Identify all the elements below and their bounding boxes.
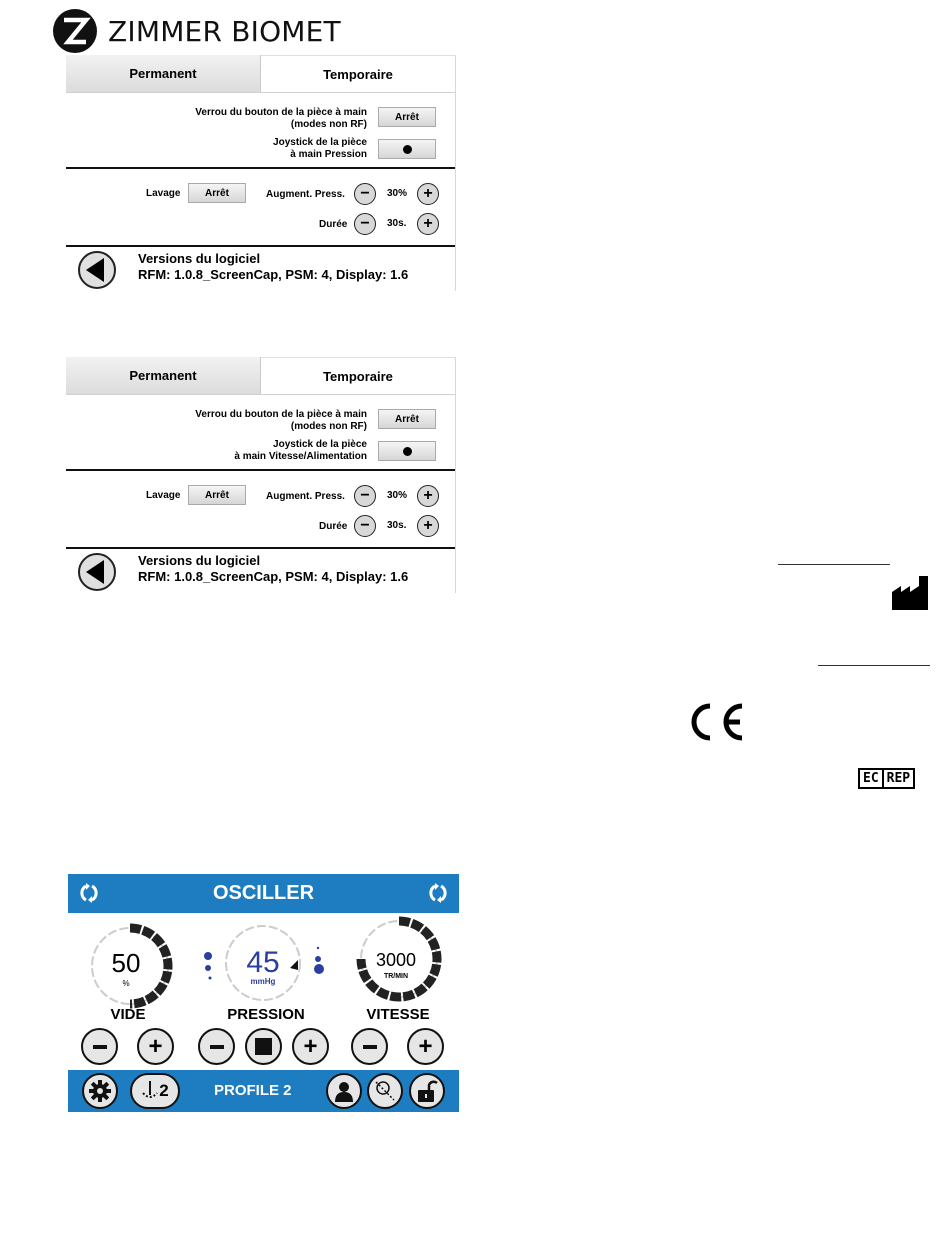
tab-temporary[interactable]: Temporaire: [261, 55, 455, 92]
back-arrow-icon[interactable]: [78, 553, 116, 591]
device-screen: [68, 874, 459, 1112]
vacuum-unit: %: [122, 979, 130, 988]
pressure-minus-button[interactable]: −: [354, 183, 376, 205]
divider-line: [818, 665, 930, 666]
tab-temporary[interactable]: Temporaire: [261, 357, 455, 394]
pressure-label: PRESSION: [227, 1006, 305, 1023]
joystick-label: Joystick de la pièce à main Vitesse/Alimentation: [234, 439, 367, 462]
handpiece-icon: [141, 1079, 159, 1103]
user-icon[interactable]: [326, 1073, 362, 1109]
gear-icon[interactable]: [82, 1073, 118, 1109]
duration-value: 30s.: [387, 520, 407, 531]
duration-label: Durée: [319, 219, 348, 230]
vacuum-label: VIDE: [110, 1006, 146, 1023]
duration-plus-button[interactable]: +: [417, 515, 439, 537]
handpiece-number: 2: [159, 1081, 169, 1100]
tab-permanent[interactable]: Permanent: [66, 357, 261, 394]
lavage-label: Lavage: [146, 188, 181, 199]
joystick-toggle[interactable]: [378, 139, 436, 159]
pressure-value: 45: [246, 946, 280, 979]
handpiece-selector[interactable]: [130, 1073, 180, 1109]
speed-label: VITESSE: [366, 1006, 430, 1023]
speed-dial: [354, 914, 444, 1004]
unlock-icon[interactable]: [409, 1073, 445, 1109]
duration-minus-button[interactable]: −: [354, 213, 376, 235]
probe-icon[interactable]: [367, 1073, 403, 1109]
pressure-increase-label: Augment. Press.: [266, 491, 345, 502]
vacuum-dial: [86, 922, 174, 1010]
lavage-button[interactable]: Arrêt: [188, 485, 246, 505]
cycle-left-icon[interactable]: [76, 883, 102, 903]
mode-header: [68, 874, 459, 913]
ce-mark-icon: [684, 702, 744, 742]
divider-line: [778, 564, 890, 565]
vacuum-minus-button[interactable]: [81, 1028, 118, 1065]
pressure-dial: [198, 916, 328, 1008]
vacuum-plus-button[interactable]: +: [137, 1028, 174, 1065]
joystick-toggle[interactable]: [378, 441, 436, 461]
manufacturer-icon: [892, 576, 930, 610]
pressure-plus-button[interactable]: +: [417, 485, 439, 507]
speed-plus-button[interactable]: +: [407, 1028, 444, 1065]
pressure-minus-button[interactable]: −: [354, 485, 376, 507]
bottom-bar: [68, 1070, 459, 1112]
speed-minus-button[interactable]: [351, 1028, 388, 1065]
handpiece-lock-label: Verrou du bouton de la pièce à main (modes non RF): [195, 409, 367, 432]
pressure-plus-button[interactable]: +: [417, 183, 439, 205]
duration-plus-button[interactable]: +: [417, 213, 439, 235]
cycle-right-icon[interactable]: [425, 883, 451, 903]
pressure-increase-value: 30%: [387, 490, 408, 501]
duration-label: Durée: [319, 521, 348, 532]
handpiece-lock-button[interactable]: Arrêt: [378, 409, 436, 429]
software-versions: Versions du logiciel RFM: 1.0.8_ScreenCap, PSM: 4, Display: 1.6: [138, 251, 409, 282]
pressure-unit: mmHg: [250, 977, 276, 986]
settings-panel-pressure: [66, 55, 456, 291]
pressure-plus-button[interactable]: +: [292, 1028, 329, 1065]
zimmer-logo-icon: [52, 8, 98, 54]
toggle-dot-icon: [403, 447, 412, 456]
zimmer-biomet-logo: [52, 8, 341, 54]
software-versions: Versions du logiciel RFM: 1.0.8_ScreenCap, PSM: 4, Display: 1.6: [138, 553, 409, 584]
pressure-increase-value: 30%: [387, 188, 408, 199]
joystick-label: Joystick de la pièce à main Pression: [273, 137, 367, 160]
tab-permanent[interactable]: Permanent: [66, 55, 261, 92]
pressure-increase-label: Augment. Press.: [266, 189, 345, 200]
vacuum-value: 50: [111, 948, 141, 978]
handpiece-lock-button[interactable]: Arrêt: [378, 107, 436, 127]
duration-minus-button[interactable]: −: [354, 515, 376, 537]
pressure-pointer-icon: [290, 960, 298, 970]
speed-value: 3000: [375, 950, 417, 970]
mode-title: OSCILLER: [212, 882, 315, 904]
toggle-dot-icon: [403, 145, 412, 154]
back-arrow-icon[interactable]: [78, 251, 116, 289]
lavage-button[interactable]: Arrêt: [188, 183, 246, 203]
pressure-minus-button[interactable]: [198, 1028, 235, 1065]
speed-unit: TR/MIN: [383, 973, 409, 980]
handpiece-lock-label: Verrou du bouton de la pièce à main (modes non RF): [195, 107, 367, 130]
profile-label[interactable]: PROFILE 2: [214, 1082, 292, 1099]
ec-rep-icon: EC REP: [858, 768, 915, 789]
stop-button[interactable]: [245, 1028, 282, 1065]
duration-value: 30s.: [387, 218, 407, 229]
lavage-label: Lavage: [146, 490, 181, 501]
settings-panel-speed: [66, 357, 456, 593]
brand-name: ZIMMER BIOMET: [108, 14, 341, 48]
